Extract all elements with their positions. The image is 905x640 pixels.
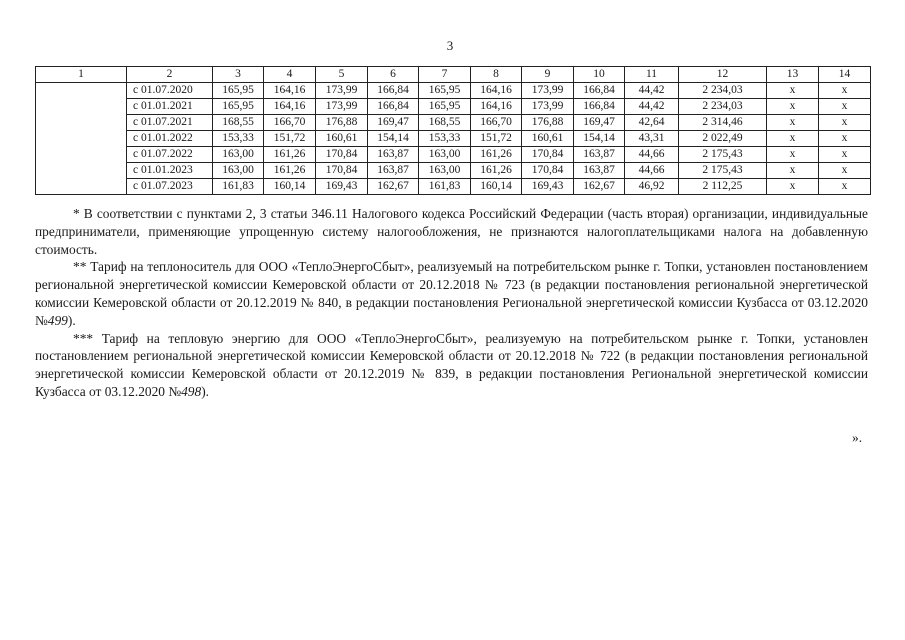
value-cell: 173,99 [316, 99, 368, 115]
value-cell: 2 112,25 [679, 179, 767, 195]
value-cell: 165,95 [213, 83, 264, 99]
value-cell: 2 234,03 [679, 83, 767, 99]
value-cell: 168,55 [419, 115, 471, 131]
value-cell: 165,95 [419, 83, 471, 99]
value-cell: 163,00 [213, 147, 264, 163]
value-cell: 166,84 [368, 99, 419, 115]
value-cell: 44,66 [625, 163, 679, 179]
value-cell: 160,61 [316, 131, 368, 147]
value-cell: 42,64 [625, 115, 679, 131]
value-cell: 44,66 [625, 147, 679, 163]
value-cell: 176,88 [522, 115, 574, 131]
value-cell: 2 234,03 [679, 99, 767, 115]
value-cell: 2 175,43 [679, 147, 767, 163]
footnote-3-text: *** Тариф на тепловую энергию для ООО «ТеплоЭнергоСбыт», реализуемую на потребительском рынке г. Топки, установлен постановлением региональной энергетической комиссии Кемеровской области от 20.12.2018 № 722 (в редакции постановления региональной энергетической комиссии Кемеровской области от 20.12.2019 № 839, в редакции постановления Региональной энергетической комиссии Кузбасса от 03.12.2020 № [35, 330, 868, 399]
value-cell: 151,72 [471, 131, 522, 147]
handwritten-number: 498 [181, 383, 202, 399]
tariff-table [35, 66, 871, 195]
value-cell: 166,70 [264, 115, 316, 131]
footnote-2 [35, 258, 868, 329]
header-cell: 9 [522, 67, 574, 83]
period-cell: с 01.01.2022 [127, 131, 213, 147]
value-cell: 165,95 [419, 99, 471, 115]
value-cell: 43,31 [625, 131, 679, 147]
value-cell: х [819, 163, 871, 179]
value-cell: 166,84 [574, 99, 625, 115]
header-cell: 3 [213, 67, 264, 83]
header-cell: 8 [471, 67, 522, 83]
value-cell: 166,70 [471, 115, 522, 131]
value-cell: 173,99 [522, 99, 574, 115]
value-cell: 44,42 [625, 83, 679, 99]
empty-cell [36, 131, 127, 147]
value-cell: 164,16 [471, 83, 522, 99]
period-cell: с 01.07.2022 [127, 147, 213, 163]
value-cell: 169,47 [574, 115, 625, 131]
value-cell: 163,87 [574, 147, 625, 163]
table-row [36, 83, 871, 99]
value-cell: 161,83 [213, 179, 264, 195]
value-cell: 160,61 [522, 131, 574, 147]
value-cell: х [819, 131, 871, 147]
empty-cell [36, 99, 127, 115]
handwritten-number: 499 [47, 312, 68, 328]
value-cell: 161,26 [471, 163, 522, 179]
empty-cell [36, 147, 127, 163]
value-cell: 161,26 [264, 163, 316, 179]
value-cell: х [819, 179, 871, 195]
header-cell: 5 [316, 67, 368, 83]
value-cell: х [819, 99, 871, 115]
value-cell: х [767, 99, 819, 115]
header-cell: 13 [767, 67, 819, 83]
value-cell: х [819, 83, 871, 99]
value-cell: х [767, 83, 819, 99]
value-cell: 169,43 [316, 179, 368, 195]
empty-cell [36, 179, 127, 195]
value-cell: 169,43 [522, 179, 574, 195]
value-cell: 46,92 [625, 179, 679, 195]
value-cell: 165,95 [213, 99, 264, 115]
footnotes [35, 205, 868, 401]
period-cell: с 01.07.2021 [127, 115, 213, 131]
period-cell: с 01.07.2020 [127, 83, 213, 99]
table-row [36, 115, 871, 131]
value-cell: 168,55 [213, 115, 264, 131]
value-cell: 166,84 [574, 83, 625, 99]
value-cell: 170,84 [522, 147, 574, 163]
empty-cell [36, 163, 127, 179]
value-cell: х [819, 147, 871, 163]
value-cell: 170,84 [316, 163, 368, 179]
value-cell: 162,67 [368, 179, 419, 195]
empty-cell [36, 83, 127, 99]
footnote-3 [35, 330, 868, 401]
value-cell: 163,00 [419, 147, 471, 163]
value-cell: х [767, 115, 819, 131]
footnote-1: * В соответствии с пунктами 2, 3 статьи 346.11 Налогового кодекса Российский Федерации (часть вторая) организации, индивидуальные предприниматели, применяющие упрощенную систему налогообложения, не признаются налогоплательщиками налога на добавленную стоимость. [35, 206, 868, 257]
value-cell: 164,16 [471, 99, 522, 115]
value-cell: 154,14 [368, 131, 419, 147]
value-cell: х [819, 115, 871, 131]
closing-quote: ». [852, 430, 863, 445]
header-cell: 4 [264, 67, 316, 83]
value-cell: 163,00 [419, 163, 471, 179]
empty-cell [36, 115, 127, 131]
value-cell: 173,99 [522, 83, 574, 99]
header-cell: 7 [419, 67, 471, 83]
header-cell: 12 [679, 67, 767, 83]
table-row [36, 179, 871, 195]
table-header-row [36, 67, 871, 83]
value-cell: 2 022,49 [679, 131, 767, 147]
header-cell: 6 [368, 67, 419, 83]
value-cell: 160,14 [471, 179, 522, 195]
value-cell: 151,72 [264, 131, 316, 147]
value-cell: 163,87 [574, 163, 625, 179]
table-row [36, 99, 871, 115]
value-cell: 173,99 [316, 83, 368, 99]
value-cell: 166,84 [368, 83, 419, 99]
page-number: 3 [446, 38, 454, 53]
value-cell: 170,84 [522, 163, 574, 179]
value-cell: 169,47 [368, 115, 419, 131]
value-cell: 44,42 [625, 99, 679, 115]
table-row [36, 163, 871, 179]
period-cell: с 01.01.2023 [127, 163, 213, 179]
value-cell: х [767, 147, 819, 163]
header-cell: 2 [127, 67, 213, 83]
value-cell: 154,14 [574, 131, 625, 147]
value-cell: х [767, 131, 819, 147]
value-cell: 153,33 [419, 131, 471, 147]
header-cell: 14 [819, 67, 871, 83]
value-cell: 163,87 [368, 163, 419, 179]
footnote-2-end: ). [67, 312, 76, 328]
value-cell: 163,00 [213, 163, 264, 179]
table-row [36, 131, 871, 147]
period-cell: с 01.01.2021 [127, 99, 213, 115]
value-cell: 2 175,43 [679, 163, 767, 179]
value-cell: 163,87 [368, 147, 419, 163]
table-row [36, 147, 871, 163]
footnote-3-end: ). [201, 383, 210, 399]
value-cell: 162,67 [574, 179, 625, 195]
value-cell: 161,83 [419, 179, 471, 195]
value-cell: 2 314,46 [679, 115, 767, 131]
header-cell: 11 [625, 67, 679, 83]
value-cell: 153,33 [213, 131, 264, 147]
footnote-2-text: ** Тариф на теплоноситель для ООО «ТеплоЭнергоСбыт», реализуемый на потребительском рынке г. Топки, установлен постановлением региональной энергетической комиссии Кемеровской области от 20.12.2018 № 723 (в редакции постановления региональной энергетической комиссии Кемеровской области от 20.12.2019 № 840, в редакции постановления Региональной энергетической комиссии Кузбасса от 03.12.2020 № [35, 259, 868, 328]
value-cell: 176,88 [316, 115, 368, 131]
value-cell: 161,26 [264, 147, 316, 163]
header-cell: 1 [36, 67, 127, 83]
period-cell: с 01.07.2023 [127, 179, 213, 195]
value-cell: х [767, 163, 819, 179]
value-cell: 164,16 [264, 83, 316, 99]
value-cell: 161,26 [471, 147, 522, 163]
header-cell: 10 [574, 67, 625, 83]
value-cell: х [767, 179, 819, 195]
value-cell: 170,84 [316, 147, 368, 163]
value-cell: 164,16 [264, 99, 316, 115]
value-cell: 160,14 [264, 179, 316, 195]
